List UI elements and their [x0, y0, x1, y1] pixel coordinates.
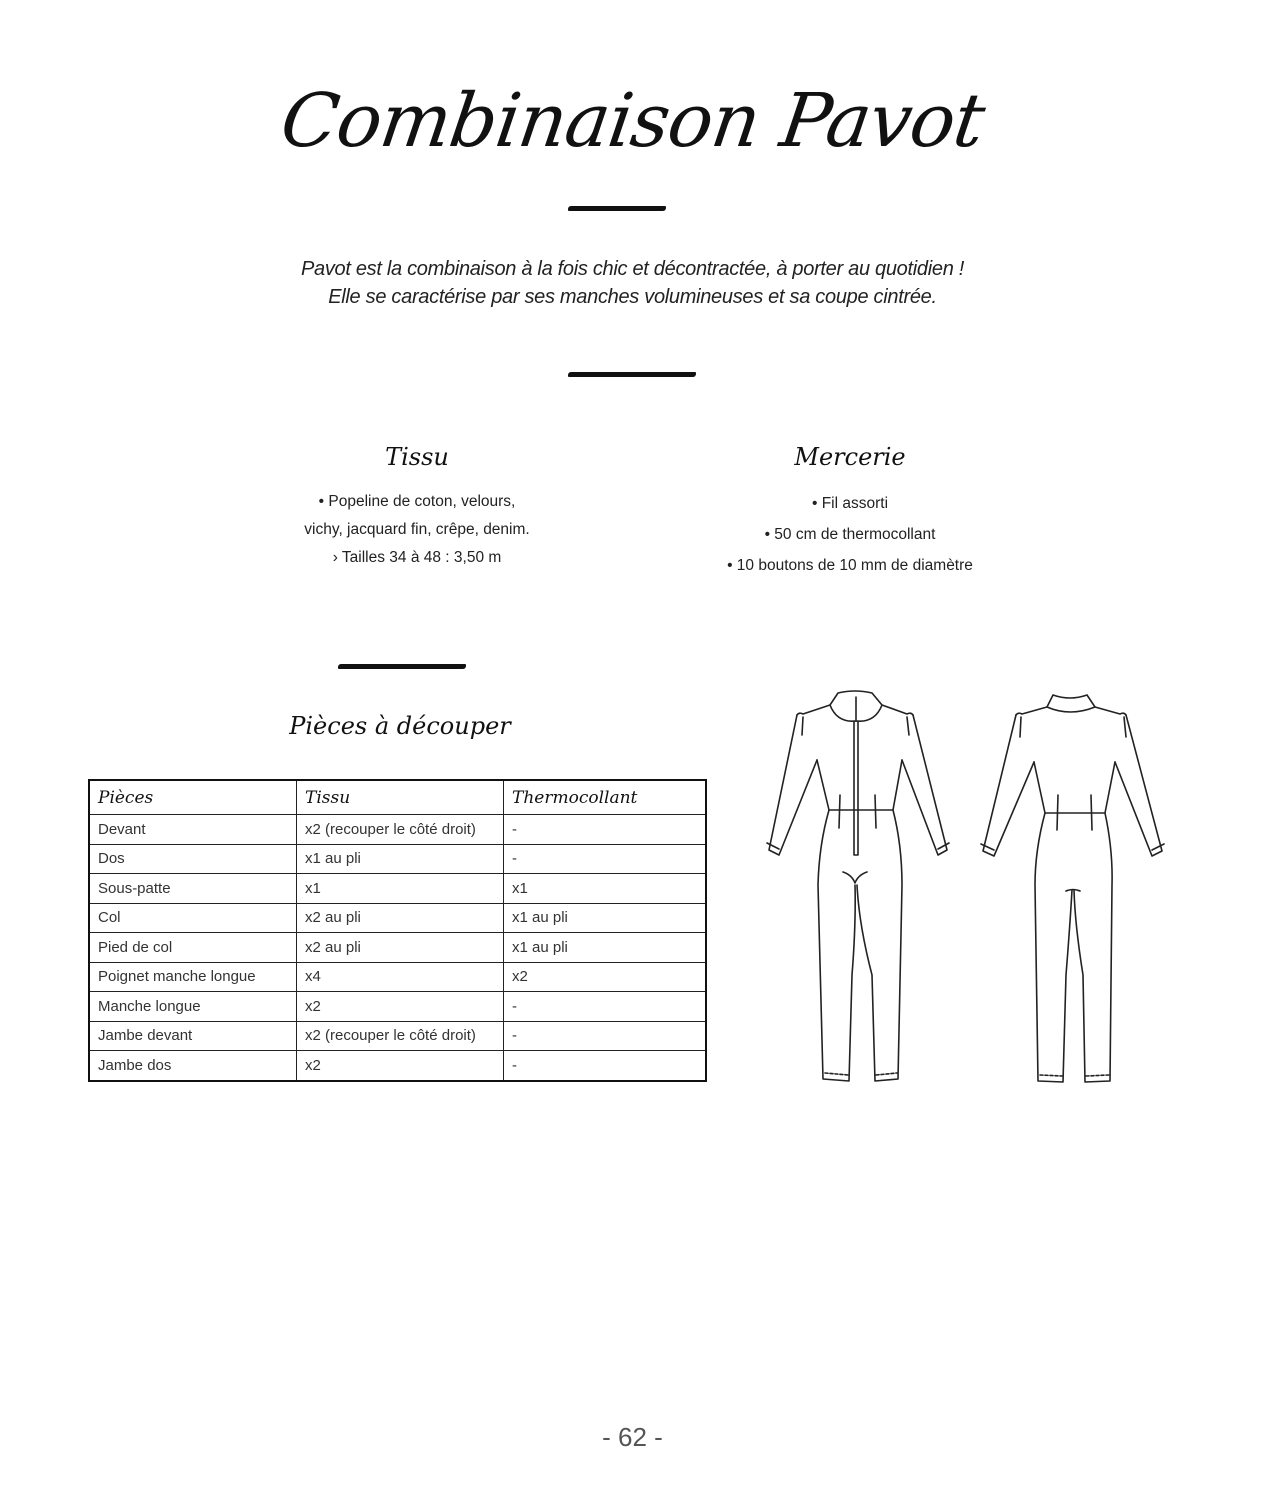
- intro-line-1: Pavot est la combinaison à la fois chic et décontractée, à porter au quotidien !: [300, 258, 965, 280]
- table-row: [89, 992, 706, 1022]
- jumpsuit-back-illustration: [970, 685, 1175, 1090]
- cell: Pied de col: [89, 933, 297, 963]
- section-divider: [338, 664, 466, 669]
- table-row: [89, 844, 706, 874]
- tissu-heading: Tissu: [385, 443, 449, 471]
- cell: -: [504, 992, 707, 1022]
- cell: x2 (recouper le côté droit): [297, 1021, 504, 1051]
- cell: x2 au pli: [297, 933, 504, 963]
- table-header-row: [89, 780, 706, 815]
- column-header: Tissu: [297, 780, 504, 815]
- cell: Devant: [89, 815, 297, 845]
- table-row: [89, 1021, 706, 1051]
- cell: -: [504, 1051, 707, 1081]
- cell: -: [504, 815, 707, 845]
- cell: Dos: [89, 844, 297, 874]
- tissu-line-1: • Popeline de coton, velours,: [318, 493, 516, 510]
- table-row: [89, 1051, 706, 1081]
- cell: Jambe devant: [89, 1021, 297, 1051]
- section-divider: [568, 372, 696, 377]
- cell: x1 au pli: [504, 903, 707, 933]
- cell: Poignet manche longue: [89, 962, 297, 992]
- intro-text: [0, 255, 1265, 311]
- mercerie-item: • 50 cm de thermocollant: [764, 526, 936, 543]
- cell: x2: [297, 1051, 504, 1081]
- cell: x2: [504, 962, 707, 992]
- table-row: [89, 903, 706, 933]
- mercerie-item: • 10 boutons de 10 mm de diamètre: [727, 557, 973, 574]
- cell: x2 au pli: [297, 903, 504, 933]
- column-header: Thermocollant: [504, 780, 707, 815]
- title-underline-divider: [568, 206, 666, 211]
- table-row: [89, 874, 706, 904]
- table-row: [89, 933, 706, 963]
- cell: x1: [504, 874, 707, 904]
- table-row: [89, 962, 706, 992]
- cell: x4: [297, 962, 504, 992]
- tissu-list: [217, 488, 617, 572]
- intro-line-2: Elle se caractérise par ses manches volumineuses et sa coupe cintrée.: [328, 286, 937, 308]
- cell: x1 au pli: [297, 844, 504, 874]
- cell: x2: [297, 992, 504, 1022]
- cell: Jambe dos: [89, 1051, 297, 1081]
- mercerie-list: [650, 488, 1050, 581]
- tissu-line-3: › Tailles 34 à 48 : 3,50 m: [332, 549, 502, 566]
- tissu-line-2: vichy, jacquard fin, crêpe, denim.: [304, 521, 530, 538]
- cell: x1 au pli: [504, 933, 707, 963]
- pieces-heading: Pièces à découper: [289, 712, 511, 740]
- page-title: Combinaison Pavot: [275, 78, 990, 164]
- cell: Sous-patte: [89, 874, 297, 904]
- cell: x2 (recouper le côté droit): [297, 815, 504, 845]
- cell: -: [504, 844, 707, 874]
- pieces-table: [88, 779, 707, 1082]
- table-row: [89, 815, 706, 845]
- mercerie-heading: Mercerie: [794, 443, 906, 471]
- cell: Manche longue: [89, 992, 297, 1022]
- page-number: - 62 -: [602, 1422, 663, 1452]
- mercerie-item: • Fil assorti: [811, 495, 889, 512]
- cell: -: [504, 1021, 707, 1051]
- column-header: Pièces: [89, 780, 297, 815]
- cell: x1: [297, 874, 504, 904]
- jumpsuit-front-illustration: [755, 685, 960, 1090]
- cell: Col: [89, 903, 297, 933]
